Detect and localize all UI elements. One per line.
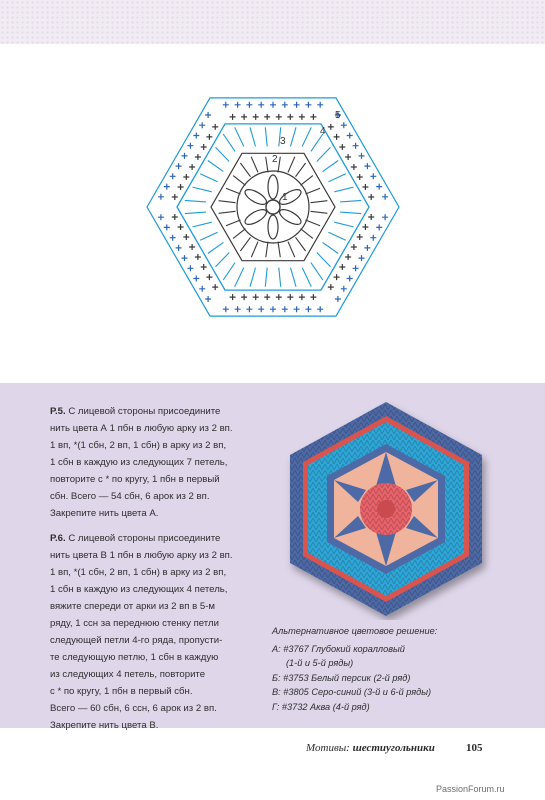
- alternative-color-item: Б: #3753 Белый персик (2-й ряд): [272, 672, 411, 683]
- motif-photo-svg: [268, 398, 504, 620]
- round-2-stitch: [288, 242, 295, 258]
- round-6-stitch: [164, 184, 170, 190]
- round-4-outline: [177, 124, 369, 290]
- round-5-stitch: [276, 294, 282, 300]
- round-4-stitch: [317, 253, 331, 267]
- round-6-stitch: [258, 102, 264, 108]
- round-2-stitch: [233, 229, 245, 239]
- round-6-stitch: [294, 102, 300, 108]
- round-6-stitch: [335, 296, 341, 302]
- round-2-stitch: [251, 157, 258, 173]
- round-2-stitch: [219, 211, 236, 213]
- round-6-stitch: [187, 143, 193, 149]
- round-6-stitch: [270, 102, 276, 108]
- round-5-stitch: [183, 234, 189, 240]
- round-5-stitch: [368, 194, 374, 200]
- round-6-stitch: [187, 265, 193, 271]
- round-6-stitch: [235, 306, 241, 312]
- round-6-stitch: [294, 306, 300, 312]
- round-6-line: нить цвета В 1 пбн в любую арку из 2 вп.: [50, 550, 233, 561]
- round-6-stitch: [199, 286, 205, 292]
- round-2-stitch: [311, 201, 328, 203]
- round-6-stitch: [382, 214, 388, 220]
- round-label-5: 5: [335, 110, 341, 121]
- round-4-stitch: [302, 268, 311, 287]
- round-1-petal: [243, 207, 269, 228]
- round-6-line: 1 сбн в каждую из следующих 4 петель,: [50, 584, 228, 595]
- round-5-line: нить цвета А 1 пбн в любую арку из 2 вп.: [50, 423, 233, 434]
- round-4-stitch: [235, 127, 244, 146]
- round-6-stitch: [341, 122, 347, 128]
- round-5-stitch: [230, 114, 236, 120]
- round-4-stitch: [223, 263, 235, 280]
- round-6-stitch: [235, 102, 241, 108]
- round-1-outline: [237, 171, 309, 243]
- round-5-stitch: [253, 114, 259, 120]
- round-6-stitch: [164, 224, 170, 230]
- round-6-stitch: [258, 306, 264, 312]
- round-5-stitch: [362, 224, 368, 230]
- round-4-stitch: [208, 242, 224, 253]
- round-2-stitch: [233, 176, 245, 186]
- round-6-stitch: [170, 173, 176, 179]
- round-4-stitch: [235, 268, 244, 287]
- instructions-text: [50, 403, 265, 742]
- round-4-stitch: [216, 147, 230, 161]
- round-6-line: С лицевой стороны присоедините: [68, 533, 221, 544]
- round-5-stitch: [264, 294, 270, 300]
- round-4-stitch: [328, 174, 345, 182]
- round-6-stitch: [364, 245, 370, 251]
- round-label-4: 4: [320, 126, 326, 137]
- round-2-stitch: [226, 220, 241, 226]
- round-2-stitch: [301, 176, 313, 186]
- round-4-stitch: [311, 263, 323, 280]
- crochet-chart-svg: [110, 62, 435, 352]
- round-6-stitch: [317, 306, 323, 312]
- round-4-stitch: [208, 161, 224, 172]
- round-6-stitch: [282, 306, 288, 312]
- round-6-stitch: [359, 153, 365, 159]
- round-6-stitch: [353, 143, 359, 149]
- round-5-line: С лицевой стороны присоедините: [68, 406, 221, 417]
- alternative-color-item: Г: #3732 Аква (4-й ряд): [272, 701, 370, 712]
- round-5-stitch: [195, 154, 201, 160]
- round-4-stitch: [334, 222, 353, 227]
- round-6-stitch: [305, 102, 311, 108]
- round-5-stitch: [351, 164, 357, 170]
- round-4-stitch: [250, 268, 256, 287]
- round-label-3: 3: [280, 136, 286, 147]
- round-5-stitch: [241, 114, 247, 120]
- round-4-stitch: [193, 187, 212, 192]
- round-5-stitch: [339, 264, 345, 270]
- round-2-stitch: [240, 237, 250, 251]
- round-6-line: ряду, 1 ссн за переднюю стенку петли: [50, 618, 219, 629]
- round-6-line: следующей петли 4-го ряда, пропусти-: [50, 635, 223, 646]
- round-5-line: 1 вп, *(1 сбн, 2 вп, 1 сбн) в арку из 2 вп,: [50, 440, 227, 451]
- round-6-stitch: [305, 306, 311, 312]
- round-4-stitch: [302, 127, 311, 146]
- round-2-stitch: [306, 188, 321, 194]
- round-6-stitch: [353, 265, 359, 271]
- round-6-stitch: [158, 194, 164, 200]
- round-3-outline: [211, 153, 335, 260]
- round-4-stitch: [185, 212, 206, 214]
- round-6-stitch: [370, 173, 376, 179]
- round-5-stitch: [287, 114, 293, 120]
- round-6-stitch: [370, 235, 376, 241]
- round-6-stitch: [176, 163, 182, 169]
- round-5-stitch: [334, 274, 340, 280]
- round-5-stitch: [345, 154, 351, 160]
- alternative-color-item: А: #3767 Глубокий коралловый: [272, 643, 405, 654]
- round-5-stitch: [201, 264, 207, 270]
- round-4-stitch: [265, 268, 267, 287]
- round-6-paragraph: [50, 530, 265, 734]
- round-4-stitch: [291, 268, 297, 287]
- round-4-stitch: [317, 147, 331, 161]
- round-5-stitch: [172, 214, 178, 220]
- round-5-stitch: [276, 114, 282, 120]
- header-pattern-strip: [0, 0, 545, 44]
- round-6-stitch: [246, 306, 252, 312]
- round-5-stitch: [172, 194, 178, 200]
- round-5-stitch: [189, 244, 195, 250]
- round-2-stitch: [301, 229, 313, 239]
- round-2-stitch: [278, 157, 280, 173]
- round-4-stitch: [223, 134, 235, 151]
- round-6-stitch: [246, 102, 252, 108]
- round-6-label: Р.6.: [50, 533, 66, 544]
- round-5-line: Закрепите нить цвета А.: [50, 508, 159, 519]
- round-5-stitch: [178, 224, 184, 230]
- round-5-line: 1 сбн в каждую из следующих 7 петель,: [50, 457, 228, 468]
- round-4-stitch: [323, 161, 339, 172]
- running-footer: [306, 742, 435, 754]
- footer-section: шестиугольники: [352, 742, 435, 754]
- round-4-stitch: [216, 253, 230, 267]
- round-4-stitch: [291, 127, 297, 146]
- round-6-line: с * по кругу, 1 пбн в первый сбн.: [50, 686, 193, 697]
- watermark: PassionForum.ru: [436, 784, 505, 794]
- round-6-line: из следующих 4 петель, повторите: [50, 669, 206, 680]
- round-4-stitch: [323, 242, 339, 253]
- round-4-stitch: [340, 212, 361, 214]
- round-5-stitch: [230, 294, 236, 300]
- round-5-stitch: [212, 284, 218, 290]
- round-2-stitch: [240, 163, 250, 177]
- round-4-stitch: [200, 232, 217, 240]
- round-4-stitch: [265, 127, 267, 146]
- round-6-stitch: [182, 153, 188, 159]
- round-6-stitch: [359, 255, 365, 261]
- round-1-petal: [268, 175, 278, 199]
- round-6-line: Закрепите нить цвета В.: [50, 720, 159, 731]
- round-4-stitch: [340, 200, 361, 202]
- round-4-stitch: [279, 268, 281, 287]
- round-6-stitch: [341, 286, 347, 292]
- round-6-stitch: [170, 235, 176, 241]
- round-6-outline: [147, 98, 399, 316]
- round-5-stitch: [334, 134, 340, 140]
- round-5-stitch: [362, 184, 368, 190]
- round-6-stitch: [223, 102, 229, 108]
- round-2-stitch: [219, 201, 236, 203]
- round-label-2: 2: [272, 154, 278, 165]
- alternative-color-item: В: #3805 Серо-синий (3-й и 6-й ряды): [272, 687, 432, 697]
- round-6-stitch: [193, 133, 199, 139]
- round-5-stitch: [264, 114, 270, 120]
- round-4-stitch: [200, 174, 217, 182]
- round-5-stitch: [310, 294, 316, 300]
- round-2-stitch: [296, 237, 306, 251]
- round-5-stitch: [357, 174, 363, 180]
- round-4-stitch: [185, 200, 206, 202]
- round-5-stitch: [241, 294, 247, 300]
- round-2-stitch: [296, 163, 306, 177]
- round-2-stitch: [251, 242, 258, 258]
- round-5-stitch: [287, 294, 293, 300]
- footer-prefix: Мотивы:: [306, 742, 353, 754]
- round-5-stitch: [178, 184, 184, 190]
- round-1-petal: [268, 215, 278, 239]
- round-label-1: 1: [282, 192, 288, 203]
- round-2-stitch: [266, 157, 268, 173]
- round-5-stitch: [206, 274, 212, 280]
- round-4-stitch: [328, 232, 345, 240]
- round-5-stitch: [310, 114, 316, 120]
- round-6-stitch: [176, 245, 182, 251]
- round-2-stitch: [306, 220, 321, 226]
- round-6-stitch: [205, 112, 211, 118]
- round-5-stitch: [253, 294, 259, 300]
- round-5-stitch: [195, 254, 201, 260]
- motif-photo: [268, 398, 504, 620]
- round-5-stitch: [206, 134, 212, 140]
- round-6-stitch: [182, 255, 188, 261]
- round-5-stitch: [201, 144, 207, 150]
- alternative-color-item: (1-й и 5-й ряды): [286, 658, 354, 668]
- round-2-stitch: [278, 242, 280, 258]
- round-5-stitch: [351, 244, 357, 250]
- round-2-stitch: [266, 242, 268, 258]
- round-6-line: Всего — 60 сбн, 6 ссн, 6 арок из 2 вп.: [50, 703, 217, 714]
- round-6-stitch: [376, 224, 382, 230]
- round-5-stitch: [328, 284, 334, 290]
- center-ring: [266, 200, 280, 214]
- alternative-colors-title: Альтернативное цветовое решение:: [272, 626, 438, 636]
- round-5-paragraph: [50, 403, 265, 522]
- round-6-stitch: [158, 214, 164, 220]
- round-5-stitch: [299, 114, 305, 120]
- round-4-stitch: [250, 127, 256, 146]
- round-6-line: 1 вп, *(1 сбн, 2 вп, 1 сбн) в арку из 2 вп,: [50, 567, 227, 578]
- page-number: 105: [466, 742, 483, 754]
- round-6-stitch: [347, 276, 353, 282]
- round-5-line: повторите с * по кругу, 1 пбн в первый: [50, 474, 220, 485]
- round-5-stitch: [368, 214, 374, 220]
- crochet-chart: [110, 62, 435, 352]
- round-5-line: сбн. Всего — 54 сбн, 6 арок из 2 вп.: [50, 491, 210, 502]
- round-6-stitch: [382, 194, 388, 200]
- round-2-stitch: [311, 211, 328, 213]
- round-6-line: вяжите спереди от арки из 2 вп в 5-м: [50, 601, 216, 612]
- round-6-stitch: [199, 122, 205, 128]
- round-4-stitch: [193, 222, 212, 227]
- round-5-label: Р.5.: [50, 406, 66, 417]
- round-6-stitch: [205, 296, 211, 302]
- round-5-stitch: [183, 174, 189, 180]
- round-6-stitch: [282, 102, 288, 108]
- round-6-stitch: [364, 163, 370, 169]
- round-6-stitch: [223, 306, 229, 312]
- alternative-colors: [272, 624, 522, 714]
- round-1-petal: [243, 187, 269, 208]
- round-6-stitch: [193, 276, 199, 282]
- round-5-stitch: [357, 234, 363, 240]
- round-1-petal: [277, 207, 303, 228]
- round-5-stitch: [345, 254, 351, 260]
- round-6-stitch: [376, 184, 382, 190]
- round-2-stitch: [226, 188, 241, 194]
- round-5-stitch: [189, 164, 195, 170]
- round-5-stitch: [328, 124, 334, 130]
- round-4-stitch: [334, 187, 353, 192]
- round-5-stitch: [299, 294, 305, 300]
- round-6-stitch: [270, 306, 276, 312]
- round-2-stitch: [288, 157, 295, 173]
- round-6-stitch: [317, 102, 323, 108]
- round-5-stitch: [212, 124, 218, 130]
- round-5-stitch: [339, 144, 345, 150]
- round-6-stitch: [347, 133, 353, 139]
- round-6-line: те следующую петлю, 1 сбн в каждую: [50, 652, 219, 663]
